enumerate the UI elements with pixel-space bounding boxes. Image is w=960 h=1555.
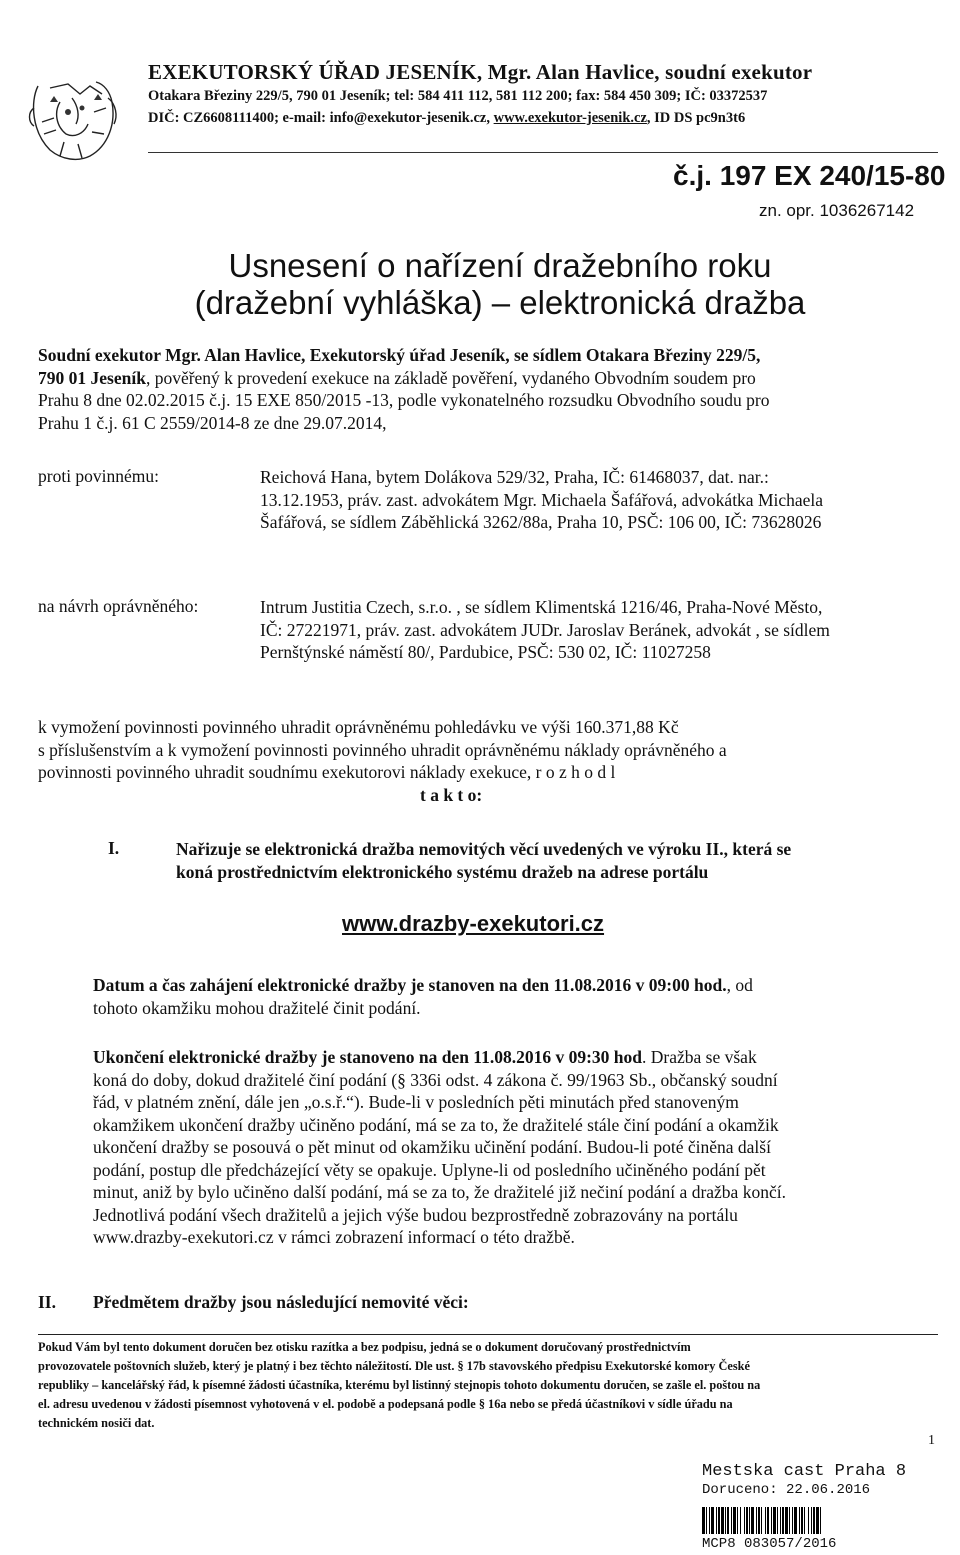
databox-id: , ID DS pc9n3t6 <box>646 110 746 126</box>
decision-keyword: t a k t o: <box>420 785 483 805</box>
section-numeral: II. <box>38 1292 56 1312</box>
creditor-line: Intrum Justitia Czech, s.r.o. , se sídlem Klimentská 1216/46, Praha-Nové Město, <box>260 597 823 617</box>
debtor-line: Šafářová, se sídlem Záběhlická 3262/88a, Praha 10, PSČ: 106 00, IČ: 73628026 <box>260 512 822 532</box>
barcode <box>702 1507 960 1534</box>
debtor-label: proti povinnému: <box>38 466 160 486</box>
auction-end-paragraph <box>93 1046 936 1249</box>
creditor-line: Pernštýnské náměstí 80/, Pardubice, PSČ: 530 02, IČ: 11027258 <box>260 642 711 662</box>
section-heading-line: Nařizuje se elektronická dražba nemovitých věcí uvedených ve výroku II., která se <box>176 839 792 859</box>
footer-line: provozovatele poštovních služeb, který je platný i bez těchto náležitostí. Dle ust. § 17b stavovského předpisu Exekutorské komory České <box>38 1359 750 1373</box>
office-address-line: Otakara Březiny 229/5, 790 01 Jeseník; tel: 584 411 112, 581 112 200; fax: 584 450 309; IČ: 03372537 <box>148 88 768 104</box>
stamp-delivered-date: 22.06.2016 <box>786 1482 871 1498</box>
intro-line: Soudní exekutor Mgr. Alan Havlice, Exekutorský úřad Jeseník, se sídlem Otakara Březiny 229/5, <box>38 345 761 365</box>
auction-end-line: okamžikem ukončení dražby učiněno podání, má se za to, že dražitelé stále činí podání a okamžik <box>93 1114 779 1135</box>
auction-end-line: minut, aniž by bylo učiněno další podání, má se za to, že dražitelé již nečiní podání a dražba končí. <box>93 1182 786 1202</box>
auction-start-line: tohoto okamžiku mohou dražitelé činit podání. <box>93 997 421 1018</box>
header-divider <box>148 152 938 153</box>
debtor-line: Reichová Hana, bytem Dolákova 529/32, Praha, IČ: 61468037, dat. nar.: <box>260 467 769 487</box>
contact-text: DIČ: CZ6608111400; e-mail: info@exekutor-jesenik.cz, <box>148 110 494 126</box>
state-emblem-logo <box>20 72 130 172</box>
auction-start-line <box>93 974 936 997</box>
footer-notice <box>38 1338 938 1433</box>
auction-start-paragraph <box>93 974 936 1019</box>
footer-line: Pokud Vám byl tento dokument doručen bez otisku razítka a bez podpisu, jedná se o dokument doručovaný prostřednictvím <box>38 1340 691 1354</box>
claim-line: povinnosti povinného uhradit soudnímu exekutorovi náklady exekuce, r o z h o d l <box>38 762 616 782</box>
page-number: 1 <box>928 1433 935 1448</box>
office-contact-line <box>148 110 745 127</box>
document-subtitle: (dražební vyhláška) – elektronická dražba <box>194 284 806 321</box>
emblem-icon <box>20 72 130 172</box>
auction-end-line <box>93 1046 936 1069</box>
intro-paragraph <box>38 344 936 434</box>
stamp-office: Mestska cast Praha 8 <box>702 1462 907 1481</box>
section-numeral: I. <box>108 838 120 858</box>
section-heading-line: koná prostřednictvím elektronického systému dražeb na adrese portálu <box>176 861 709 882</box>
creditor-details <box>260 596 936 664</box>
auction-end-line: ukončení dražby se posouvá o pět minut od okamžiku učinění podání. Budou-li poté činěna další <box>93 1137 771 1157</box>
auction-end-line: koná do doby, dokud dražitelé činí podání (§ 336i odst. 4 zákona č. 99/1963 Sb., občanský soudní <box>93 1069 778 1090</box>
section-heading <box>176 838 936 883</box>
intro-line <box>38 367 936 390</box>
auction-end-line: řád, v platném znění, dále jen „o.s.ř.“). Bude-li v posledních pěti minutách před stanoveným <box>93 1092 739 1112</box>
auction-end-line: podání, postup dle předcházející věty se opakuje. Uplyne-li od posledního učiněného podání pět <box>93 1159 766 1180</box>
auction-end-line: Jednotlivá podání všech dražitelů a jejich výše budou bezprostředně zobrazovány na portálu <box>93 1204 738 1225</box>
creditor-label: na návrh oprávněného: <box>38 596 199 616</box>
claim-paragraph <box>38 716 936 784</box>
stamp-delivered-label: Doruceno: <box>702 1482 778 1498</box>
footer-line: republiky – kancelářský řád, k písemné žádosti účastníka, kterému byl listinný stejnopis tohoto dokumentu doručen, se zašle el. poštou na <box>38 1378 761 1392</box>
section-heading: Předmětem dražby jsou následující nemovité věci: <box>93 1292 469 1312</box>
intro-city: 790 01 Jeseník <box>38 367 146 388</box>
auction-end-line: www.drazby-exekutori.cz v rámci zobrazení informací o této dražbě. <box>93 1227 575 1247</box>
authorization-number: zn. opr. 1036267142 <box>759 201 915 220</box>
intro-line: Prahu 1 č.j. 61 C 2559/2014-8 ze dne 29.07.2014, <box>38 412 387 433</box>
office-title: EXEKUTORSKÝ ÚŘAD JESENÍK, Mgr. Alan Havlice, soudní exekutor <box>148 60 813 84</box>
auction-portal-link[interactable]: www.drazby-exekutori.cz <box>342 911 605 936</box>
debtor-details <box>260 466 936 534</box>
stamp-delivered <box>702 1482 870 1498</box>
auction-end-datetime: Ukončení elektronické dražby je stanoveno na den 11.08.2016 v 09:30 hod <box>93 1047 643 1067</box>
footer-line: technickém nosiči dat. <box>38 1416 155 1430</box>
document-title: Usnesení o nařízení dražebního roku <box>228 247 772 284</box>
case-number: č.j. 197 EX 240/15-80 <box>673 160 946 191</box>
stamp-reference-code: MCP8 083057/2016 <box>702 1536 837 1552</box>
auction-start-text: , od <box>726 975 753 995</box>
footer-line: el. adresu uvedenou v žádosti písemnost vyhotovená v el. podobě a podepsaná podle § 16a nebo se předá účastníkovi v sídle úřadu na <box>38 1397 733 1411</box>
creditor-line: IČ: 27221971, práv. zast. advokátem JUDr. Jaroslav Beránek, advokát , se sídlem <box>260 619 830 640</box>
intro-line: Prahu 8 dne 02.02.2015 č.j. 15 EXE 850/2015 -13, podle vykonatelného rozsudku Obvodního soudu pro <box>38 390 770 410</box>
barcode-bar <box>821 1507 823 1534</box>
auction-end-text: . Dražba se však <box>642 1047 757 1067</box>
intro-text: , pověřený k provedení exekuce na základě pověření, vydaného Obvodním soudem pro <box>145 367 756 388</box>
claim-line: s příslušenstvím a k vymožení povinnosti povinného uhradit oprávněnému náklady oprávněného a <box>38 739 727 760</box>
footer-divider <box>38 1334 938 1335</box>
debtor-line: 13.12.1953, práv. zast. advokátem Mgr. Michaela Šafářová, advokátka Michaela <box>260 489 824 510</box>
auction-start-datetime: Datum a čas zahájení elektronické dražby je stanoven na den 11.08.2016 v 09:00 hod. <box>93 975 727 995</box>
office-website-link[interactable]: www.exekutor-jesenik.cz <box>493 110 647 126</box>
claim-line: k vymožení povinnosti povinného uhradit oprávněnému pohledávku ve výši 160.371,88 Kč <box>38 717 679 737</box>
